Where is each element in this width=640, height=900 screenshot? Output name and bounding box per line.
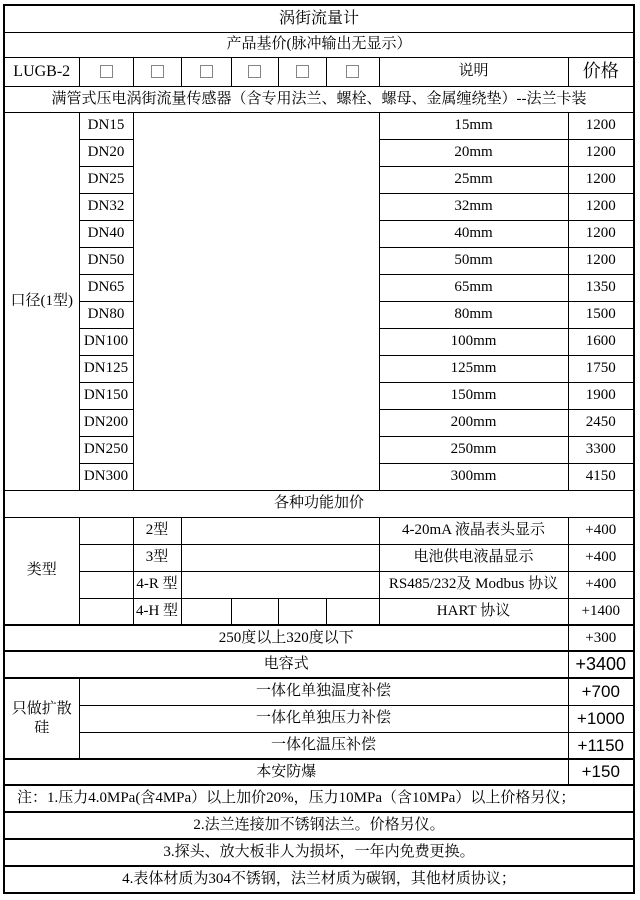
empty-cell xyxy=(79,517,133,544)
sensor-note-row xyxy=(4,86,634,112)
dn-price: 4150 xyxy=(568,463,634,490)
base-price-subtitle: 产品基价(脉冲输出无显示） xyxy=(4,32,634,57)
dn-price: 1750 xyxy=(568,355,634,382)
compensation-desc: 一体化温压补偿 xyxy=(79,732,568,759)
model-code: LUGB-2 xyxy=(4,57,79,86)
dn-price: 1200 xyxy=(568,166,634,193)
empty-cell xyxy=(326,598,379,625)
empty-cell xyxy=(79,598,133,625)
empty-cell xyxy=(181,517,379,544)
column-header-description: 说明 xyxy=(379,57,568,86)
option-checkbox-6[interactable] xyxy=(326,57,379,86)
price-table xyxy=(3,4,635,894)
checkbox-icon[interactable] xyxy=(151,65,164,78)
dn-price: 1350 xyxy=(568,274,634,301)
compensation-desc: 一体化单独温度补偿 xyxy=(79,678,568,705)
column-header-price: 价格 xyxy=(568,57,634,86)
type-price: +1400 xyxy=(568,598,634,625)
type-code: 4-H 型 xyxy=(133,598,181,625)
exproof-price: +150 xyxy=(568,759,634,785)
dn-desc: 20mm xyxy=(379,139,568,166)
dn-desc: 250mm xyxy=(379,436,568,463)
compensation-row xyxy=(4,732,634,759)
exproof-desc: 本安防爆 xyxy=(4,759,568,785)
dn-code: DN125 xyxy=(79,355,133,382)
checkbox-icon[interactable] xyxy=(248,65,261,78)
type-code: 2型 xyxy=(133,517,181,544)
dn-code: DN20 xyxy=(79,139,133,166)
note-1: 注：1.压力4.0MPa(含4MPa）以上加价20%，压力10MPa（含10MPa）以上价格另仪； xyxy=(4,785,634,812)
checkbox-icon[interactable] xyxy=(200,65,213,78)
type-row xyxy=(4,544,634,571)
dn-desc: 300mm xyxy=(379,463,568,490)
temp-range-row xyxy=(4,625,634,651)
type-desc: 电池供电液晶显示 xyxy=(379,544,568,571)
dn-price: 1200 xyxy=(568,247,634,274)
dn-desc: 65mm xyxy=(379,274,568,301)
dn-desc: 50mm xyxy=(379,247,568,274)
dn-price: 2450 xyxy=(568,409,634,436)
dn-desc: 15mm xyxy=(379,112,568,139)
page-title: 涡街流量计 xyxy=(4,5,634,32)
compensation-price: +700 xyxy=(568,678,634,705)
note-2: 2.法兰连接加不锈钢法兰。价格另仪。 xyxy=(4,812,634,839)
note-3: 3.探头、放大板非人为损坏，一年内免费更换。 xyxy=(4,839,634,866)
dn-desc: 125mm xyxy=(379,355,568,382)
option-checkbox-1[interactable] xyxy=(79,57,133,86)
note-4: 4.表体材质为304不锈钢，法兰材质为碳钢，其他材质协议； xyxy=(4,866,634,893)
type-desc: HART 协议 xyxy=(379,598,568,625)
exproof-row xyxy=(4,759,634,785)
temp-range-price: +300 xyxy=(568,625,634,651)
compensation-desc: 一体化单独压力补偿 xyxy=(79,705,568,732)
dn-row xyxy=(4,112,634,139)
option-checkbox-2[interactable] xyxy=(133,57,181,86)
dn-price: 1500 xyxy=(568,301,634,328)
capacitive-price: +3400 xyxy=(568,651,634,678)
sensor-description: 满管式压电涡街流量传感器（含专用法兰、螺栓、螺母、金属缠绕垫）--法兰卡装 xyxy=(4,86,634,112)
dn-code: DN65 xyxy=(79,274,133,301)
dn-desc: 100mm xyxy=(379,328,568,355)
note-row xyxy=(4,785,634,812)
dn-code: DN50 xyxy=(79,247,133,274)
dn-code: DN32 xyxy=(79,193,133,220)
empty-cell xyxy=(181,598,231,625)
dn-price: 1900 xyxy=(568,382,634,409)
type-row xyxy=(4,571,634,598)
dn-price: 1200 xyxy=(568,220,634,247)
dn-code: DN300 xyxy=(79,463,133,490)
dn-desc: 200mm xyxy=(379,409,568,436)
diameter-section-label: 口径(1型) xyxy=(4,112,79,490)
subtitle-row xyxy=(4,32,634,57)
type-code: 4-R 型 xyxy=(133,571,181,598)
type-row xyxy=(4,598,634,625)
type-code: 3型 xyxy=(133,544,181,571)
dn-code: DN150 xyxy=(79,382,133,409)
checkbox-icon[interactable] xyxy=(346,65,359,78)
type-desc: RS485/232及 Modbus 协议 xyxy=(379,571,568,598)
empty-cell xyxy=(133,112,379,490)
dn-code: DN80 xyxy=(79,301,133,328)
type-desc: 4-20mA 液晶表头显示 xyxy=(379,517,568,544)
note-row xyxy=(4,812,634,839)
dn-code: DN25 xyxy=(79,166,133,193)
capacitive-desc: 电容式 xyxy=(4,651,568,678)
compensation-section-label: 只做扩散硅 xyxy=(4,678,79,759)
compensation-row xyxy=(4,705,634,732)
compensation-price: +1150 xyxy=(568,732,634,759)
addons-header-row xyxy=(4,490,634,517)
dn-desc: 25mm xyxy=(379,166,568,193)
dn-desc: 80mm xyxy=(379,301,568,328)
checkbox-icon[interactable] xyxy=(100,65,113,78)
empty-cell xyxy=(231,598,278,625)
type-price: +400 xyxy=(568,571,634,598)
title-row xyxy=(4,5,634,32)
dn-code: DN40 xyxy=(79,220,133,247)
type-section-label: 类型 xyxy=(4,517,79,625)
type-price: +400 xyxy=(568,517,634,544)
note-row xyxy=(4,839,634,866)
empty-cell xyxy=(79,571,133,598)
checkbox-icon[interactable] xyxy=(296,65,309,78)
type-row xyxy=(4,517,634,544)
option-checkbox-5[interactable] xyxy=(278,57,326,86)
dn-desc: 150mm xyxy=(379,382,568,409)
empty-cell xyxy=(278,598,326,625)
empty-cell xyxy=(181,571,379,598)
addons-header: 各种功能加价 xyxy=(4,490,634,517)
dn-code: DN200 xyxy=(79,409,133,436)
model-header-row xyxy=(4,57,634,86)
dn-code: DN15 xyxy=(79,112,133,139)
option-checkbox-4[interactable] xyxy=(231,57,278,86)
dn-price: 1200 xyxy=(568,193,634,220)
dn-code: DN100 xyxy=(79,328,133,355)
dn-price: 3300 xyxy=(568,436,634,463)
compensation-price: +1000 xyxy=(568,705,634,732)
dn-price: 1600 xyxy=(568,328,634,355)
note-row xyxy=(4,866,634,893)
temp-range-desc: 250度以上320度以下 xyxy=(4,625,568,651)
compensation-row xyxy=(4,678,634,705)
capacitive-row xyxy=(4,651,634,678)
type-price: +400 xyxy=(568,544,634,571)
dn-price: 1200 xyxy=(568,112,634,139)
empty-cell xyxy=(79,544,133,571)
dn-price: 1200 xyxy=(568,139,634,166)
empty-cell xyxy=(181,544,379,571)
dn-desc: 32mm xyxy=(379,193,568,220)
dn-code: DN250 xyxy=(79,436,133,463)
option-checkbox-3[interactable] xyxy=(181,57,231,86)
dn-desc: 40mm xyxy=(379,220,568,247)
